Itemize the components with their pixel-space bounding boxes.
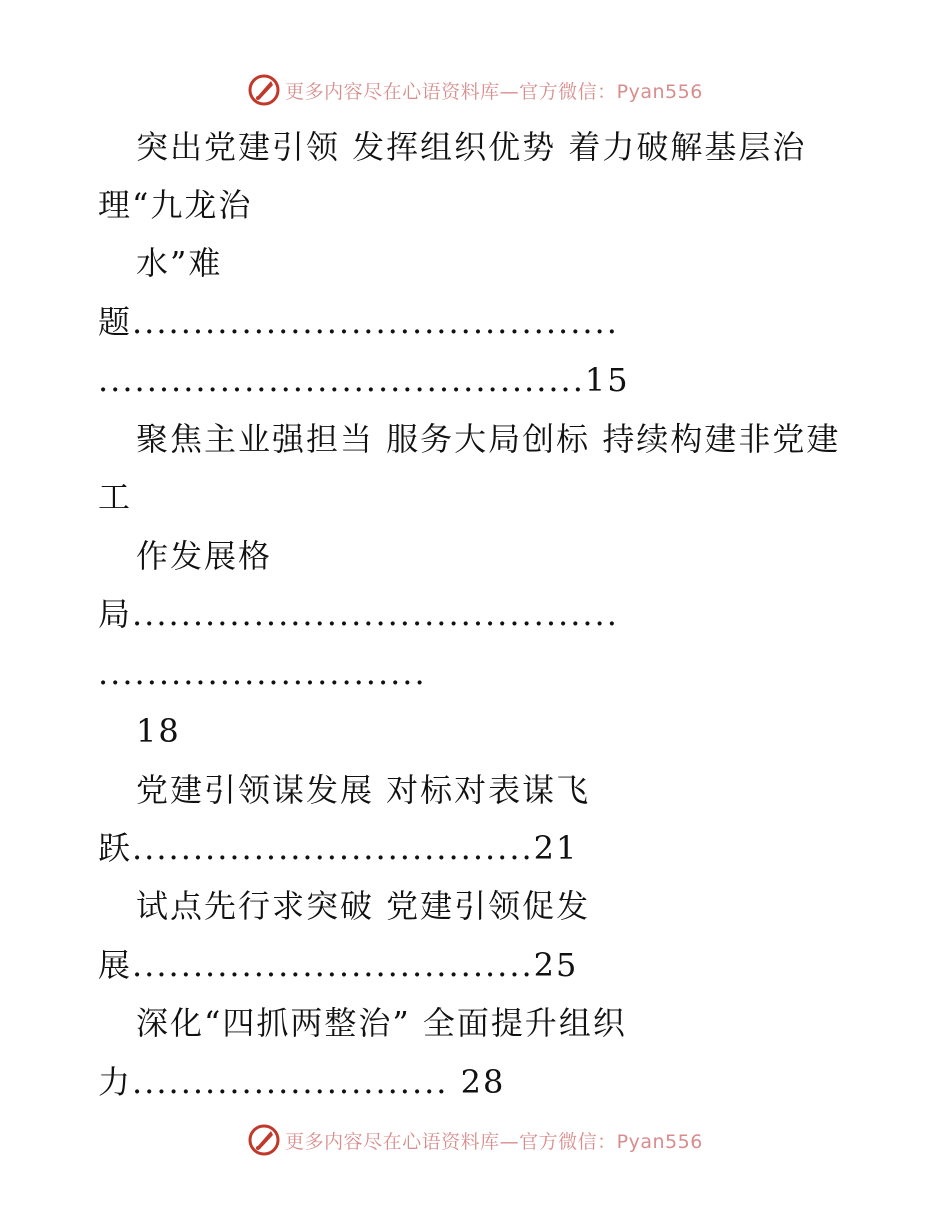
toc-line[interactable]: ........................................15 [98, 361, 630, 399]
toc-line[interactable]: 试点先行求突破 党建引领促发 [136, 887, 591, 925]
toc-line[interactable]: 突出党建引领 发挥组织优势 着力破解基层治 [136, 128, 807, 166]
toc-line[interactable]: ........................... [98, 654, 427, 692]
footer-watermark-text: 更多内容尽在心语资料库—官方微信：Pyan556 [285, 1130, 703, 1153]
toc-line[interactable]: 作发展格 [136, 537, 273, 575]
quill-logo-icon [247, 73, 281, 107]
toc-line[interactable]: 深化“四抓两整治” 全面提升组织 [136, 1004, 627, 1042]
toc-line[interactable]: 水”难 [136, 244, 223, 282]
toc-line[interactable]: 局........................................ [98, 595, 619, 633]
header-watermark-text: 更多内容尽在心语资料库—官方微信：Pyan556 [285, 80, 703, 103]
footer-watermark-banner [0, 1120, 950, 1160]
quill-logo-icon [247, 1123, 281, 1157]
toc-line[interactable]: 展.................................25 [98, 946, 579, 984]
toc-page-number[interactable]: 18 [136, 712, 181, 750]
toc-line[interactable]: 工 [98, 478, 133, 516]
toc-line[interactable]: 力.......................... 28 [98, 1063, 506, 1101]
toc-line[interactable]: 党建引领谋发展 对标对表谋飞 [136, 771, 591, 809]
toc-line[interactable]: 理“九龙治 [98, 186, 253, 224]
toc-line[interactable]: 题........................................ [98, 303, 619, 341]
toc-line[interactable]: 跃.................................21 [98, 829, 579, 867]
header-watermark-banner [0, 70, 950, 110]
toc-line[interactable]: 聚焦主业强担当 服务大局创标 持续构建非党建 [136, 420, 841, 458]
